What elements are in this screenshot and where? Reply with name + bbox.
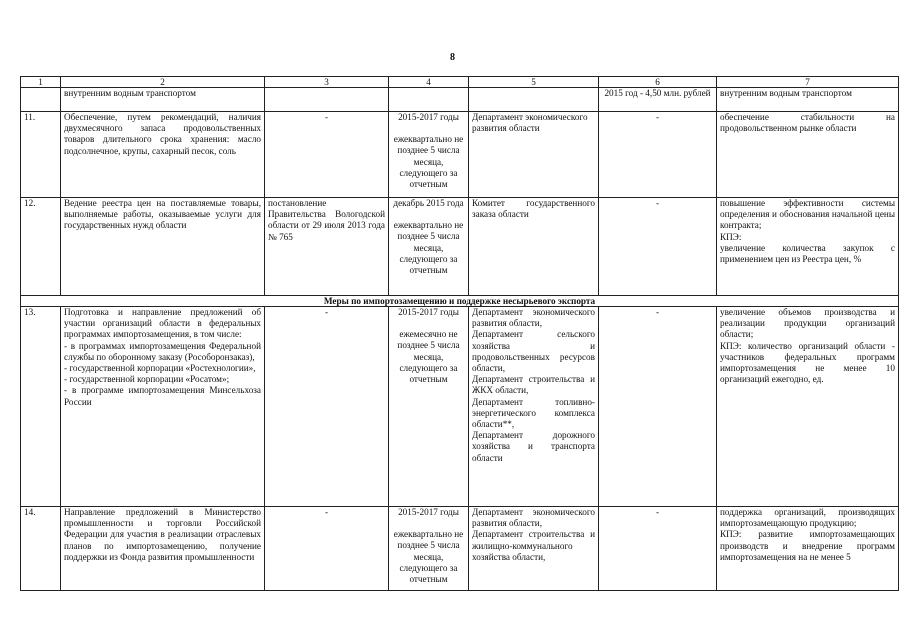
basis-cell: - bbox=[265, 112, 389, 198]
kpe-text: увеличение количества закупок с применением цен из Реестра цен, % bbox=[720, 242, 895, 265]
term-period: 2015-2017 годы bbox=[398, 307, 459, 317]
section-header-row bbox=[21, 296, 899, 307]
column-number: 6 bbox=[599, 77, 717, 88]
funding-cell: 2015 год - 4,50 млн. рублей bbox=[599, 88, 717, 112]
basis-cell: - bbox=[265, 507, 389, 591]
page-number: 8 bbox=[450, 52, 455, 63]
term-cell bbox=[389, 88, 469, 112]
plan-table bbox=[20, 76, 899, 591]
executor-cell bbox=[469, 88, 599, 112]
executor-cell bbox=[469, 507, 599, 591]
description-cell: внутренним водным транспортом bbox=[61, 88, 265, 112]
term-detail: ежеквартально не позднее 5 числа месяца, следующего за отчетным bbox=[393, 529, 464, 585]
kpe-text: КПЭ: развитие импортозамещающих производств и внедрение программ импортозамещения на не менее 5 bbox=[720, 529, 895, 562]
column-number: 5 bbox=[469, 77, 599, 88]
table-row bbox=[21, 88, 899, 112]
description-cell: Обеспечение, путем рекомендаций, наличия двухмесячного запаса продовольственных товаров длительного срока хранения: масло подсолнечное, крупы, сахарный песок, соль bbox=[61, 112, 265, 198]
result-cell: внутренним водным транспортом bbox=[717, 88, 899, 112]
description-cell bbox=[61, 307, 265, 507]
description-line: - в программе импортозамещения Минсельхоза России bbox=[64, 385, 261, 407]
table-row bbox=[21, 198, 899, 296]
funding-cell: - bbox=[599, 307, 717, 507]
term-detail: ежемесячно не позднее 5 числа месяца, следующего за отчетным bbox=[397, 329, 460, 385]
row-number-cell: 13. bbox=[21, 307, 61, 507]
result-cell bbox=[717, 507, 899, 591]
description-line: Подготовка и направление предложений об участии организаций области в федеральных программах импортозамещения, в том числе: bbox=[64, 307, 261, 340]
basis-cell: постановление Правительства Вологодской области от 29 июля 2013 года № 765 bbox=[265, 198, 389, 296]
term-period: 2015-2017 годы bbox=[398, 112, 459, 122]
column-number: 2 bbox=[61, 77, 265, 88]
description-line: - государственной корпорации «Ростехнологии», bbox=[64, 363, 256, 374]
term-detail: ежеквартально не позднее 5 числа месяца, следующего за отчетным bbox=[393, 220, 464, 276]
table-row bbox=[21, 112, 899, 198]
funding-cell: - bbox=[599, 112, 717, 198]
row-number-cell: 11. bbox=[21, 112, 61, 198]
executor-cell bbox=[469, 307, 599, 507]
result-text: увеличение объемов производства и реализации продукции организаций области; bbox=[720, 307, 895, 340]
executor-line: Департамент строительства и ЖКХ области, bbox=[472, 374, 595, 396]
executor-line: Департамент экономического развития области, bbox=[472, 507, 595, 529]
result-text: поддержка организаций, производящих импортозамещающую продукцию; bbox=[720, 507, 895, 529]
executor-line: Департамент топливно-энергетического комплекса области**, bbox=[472, 396, 595, 430]
term-cell bbox=[389, 112, 469, 198]
executor-line: Департамент экономического развития области, bbox=[472, 307, 595, 329]
term-period: декабрь 2015 года bbox=[393, 198, 464, 208]
description-line: - в программах импортозамещения Федеральной службы по оборонному заказу (Рособоронзаказ), bbox=[64, 340, 261, 362]
funding-cell: - bbox=[599, 507, 717, 591]
column-number: 3 bbox=[265, 77, 389, 88]
row-number-cell bbox=[21, 88, 61, 112]
result-text: повышение эффективности системы определения и обоснования начальной цены контракта; bbox=[720, 198, 895, 231]
result-cell: обеспечение стабильности на продовольственном рынке области bbox=[717, 112, 899, 198]
funding-cell: - bbox=[599, 198, 717, 296]
row-number-cell: 14. bbox=[21, 507, 61, 591]
basis-cell: - bbox=[265, 307, 389, 507]
term-period: 2015-2017 годы bbox=[398, 507, 459, 517]
column-number: 7 bbox=[717, 77, 899, 88]
column-number: 4 bbox=[389, 77, 469, 88]
executor-line: Департамент строительства и жилищно-коммунального хозяйства области, bbox=[472, 529, 595, 562]
description-line: - государственной корпорации «Росатом»; bbox=[64, 374, 230, 385]
executor-cell: Департамент экономического развития области bbox=[469, 112, 599, 198]
term-cell bbox=[389, 198, 469, 296]
executor-line: Департамент сельского хозяйства и продовольственных ресурсов области, bbox=[472, 329, 595, 374]
result-cell bbox=[717, 198, 899, 296]
executor-line: Департамент дорожного хозяйства и транспорта области bbox=[472, 430, 595, 463]
column-number: 1 bbox=[21, 77, 61, 88]
section-title: Меры по импортозамещению и поддержке несырьевого экспорта bbox=[21, 296, 899, 307]
term-cell bbox=[389, 507, 469, 591]
term-cell bbox=[389, 307, 469, 507]
term-detail: ежеквартально не позднее 5 числа месяца, следующего за отчетным bbox=[393, 134, 464, 190]
table-row bbox=[21, 307, 899, 507]
result-cell bbox=[717, 307, 899, 507]
executor-cell: Комитет государственного заказа области bbox=[469, 198, 599, 296]
table-row bbox=[21, 507, 899, 591]
column-number-row bbox=[21, 77, 899, 88]
basis-cell bbox=[265, 88, 389, 112]
row-number-cell: 12. bbox=[21, 198, 61, 296]
kpe-text: КПЭ: количество организаций области - участников федеральных программ импортозамещения не менее 10 организаций ежегодно, ед. bbox=[720, 340, 895, 385]
kpe-label: КПЭ: bbox=[720, 231, 742, 242]
description-cell: Направление предложений в Министерство промышленности и торговли Российской Федерации для участия в реализации отраслевых планов по импортозамещению, получение поддержки из Фонда развития промышленности bbox=[61, 507, 265, 591]
description-cell: Ведение реестра цен на поставляемые товары, выполняемые работы, оказываемые услуги для государственных нужд области bbox=[61, 198, 265, 296]
